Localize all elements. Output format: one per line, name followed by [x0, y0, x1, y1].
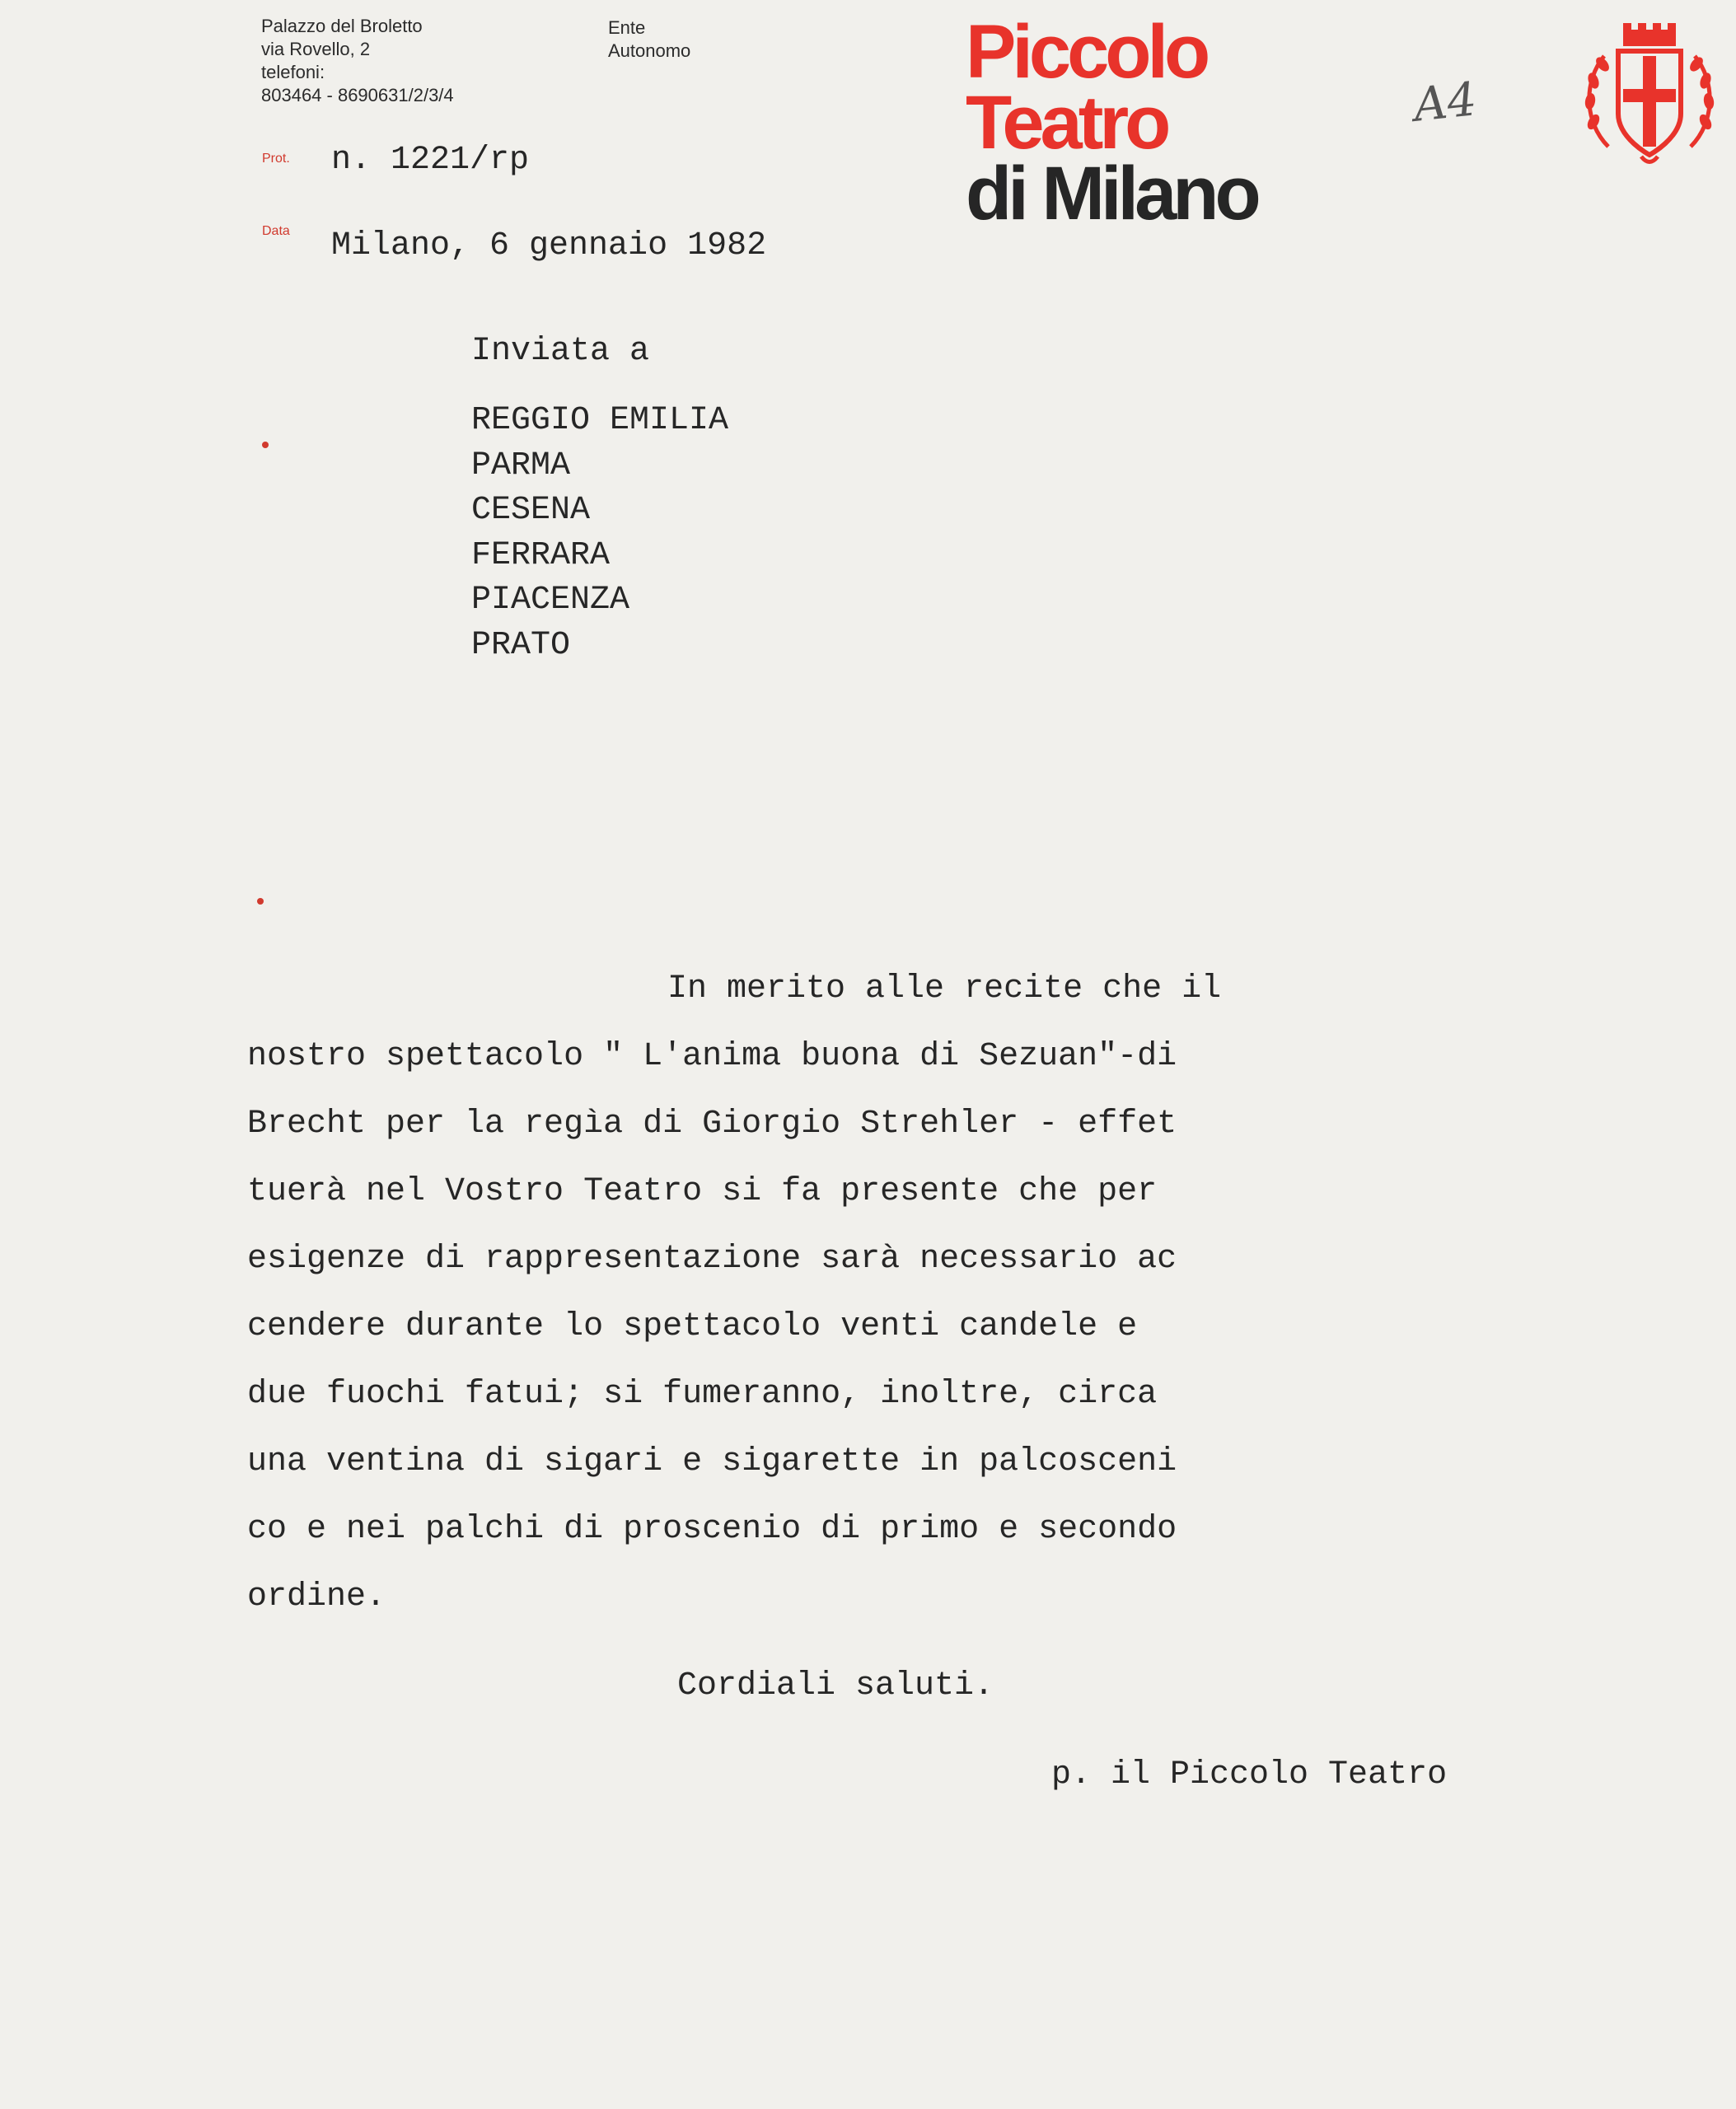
- body-line: due fuochi fatui; si fumeranno, inoltre, circa: [247, 1376, 1158, 1413]
- signature-line: p. il Piccolo Teatro: [1051, 1756, 1448, 1793]
- letterhead-address: [261, 15, 454, 107]
- address-line: telefoni:: [261, 62, 325, 82]
- recipient-city: PARMA: [471, 447, 571, 484]
- ente-line: Ente: [608, 17, 646, 38]
- body-line: ordine.: [247, 1578, 386, 1616]
- logo-line-milano: di Milano: [966, 152, 1257, 236]
- body-line: esigenze di rappresentazione sarà necessario ac: [247, 1241, 1177, 1278]
- piccolo-teatro-logo: [966, 10, 1257, 236]
- body-line: nostro spettacolo " L'anima buona di Sezuan"-di: [247, 1038, 1177, 1075]
- recipients-list: [471, 399, 728, 668]
- ente-line: Autonomo: [608, 40, 691, 61]
- recipients-intro: Inviata a: [471, 333, 650, 370]
- recipient-city: REGGIO EMILIA: [471, 402, 729, 439]
- recipient-city: FERRARA: [471, 536, 611, 574]
- milan-coat-of-arms-icon: [1575, 23, 1724, 171]
- address-line: Palazzo del Broletto: [261, 16, 423, 36]
- logo-line-piccolo: Piccolo: [966, 10, 1207, 94]
- ente-label: [608, 16, 690, 63]
- body-line: cendere durante lo spettacolo venti candele e: [247, 1308, 1138, 1345]
- body-line: tuerà nel Vostro Teatro si fa presente che per: [247, 1173, 1158, 1210]
- body-line: co e nei palchi di proscenio di primo e secondo: [247, 1511, 1177, 1548]
- margin-mark: [262, 442, 269, 448]
- letter-date: Milano, 6 gennaio 1982: [331, 227, 767, 264]
- address-line: 803464 - 8690631/2/3/4: [261, 85, 454, 105]
- recipient-city: CESENA: [471, 492, 591, 529]
- protocol-label: Prot.: [262, 152, 290, 166]
- body-line: Brecht per la regìa di Giorgio Strehler - effet: [247, 1106, 1177, 1143]
- body-line: In merito alle recite che il: [667, 970, 1222, 1008]
- closing-greeting: Cordiali saluti.: [677, 1667, 994, 1705]
- recipient-city: PRATO: [471, 626, 571, 664]
- recipient-city: PIACENZA: [471, 582, 630, 619]
- handwritten-note: A4: [1411, 72, 1480, 133]
- margin-mark: [257, 898, 264, 905]
- protocol-number: n. 1221/rp: [331, 142, 530, 179]
- body-line: una ventina di sigari e sigarette in palcosceni: [247, 1443, 1177, 1480]
- date-label: Data: [262, 224, 290, 238]
- logo-line-teatro: Teatro: [966, 81, 1167, 165]
- letter-body: [247, 956, 1221, 1631]
- address-line: via Rovello, 2: [261, 39, 371, 59]
